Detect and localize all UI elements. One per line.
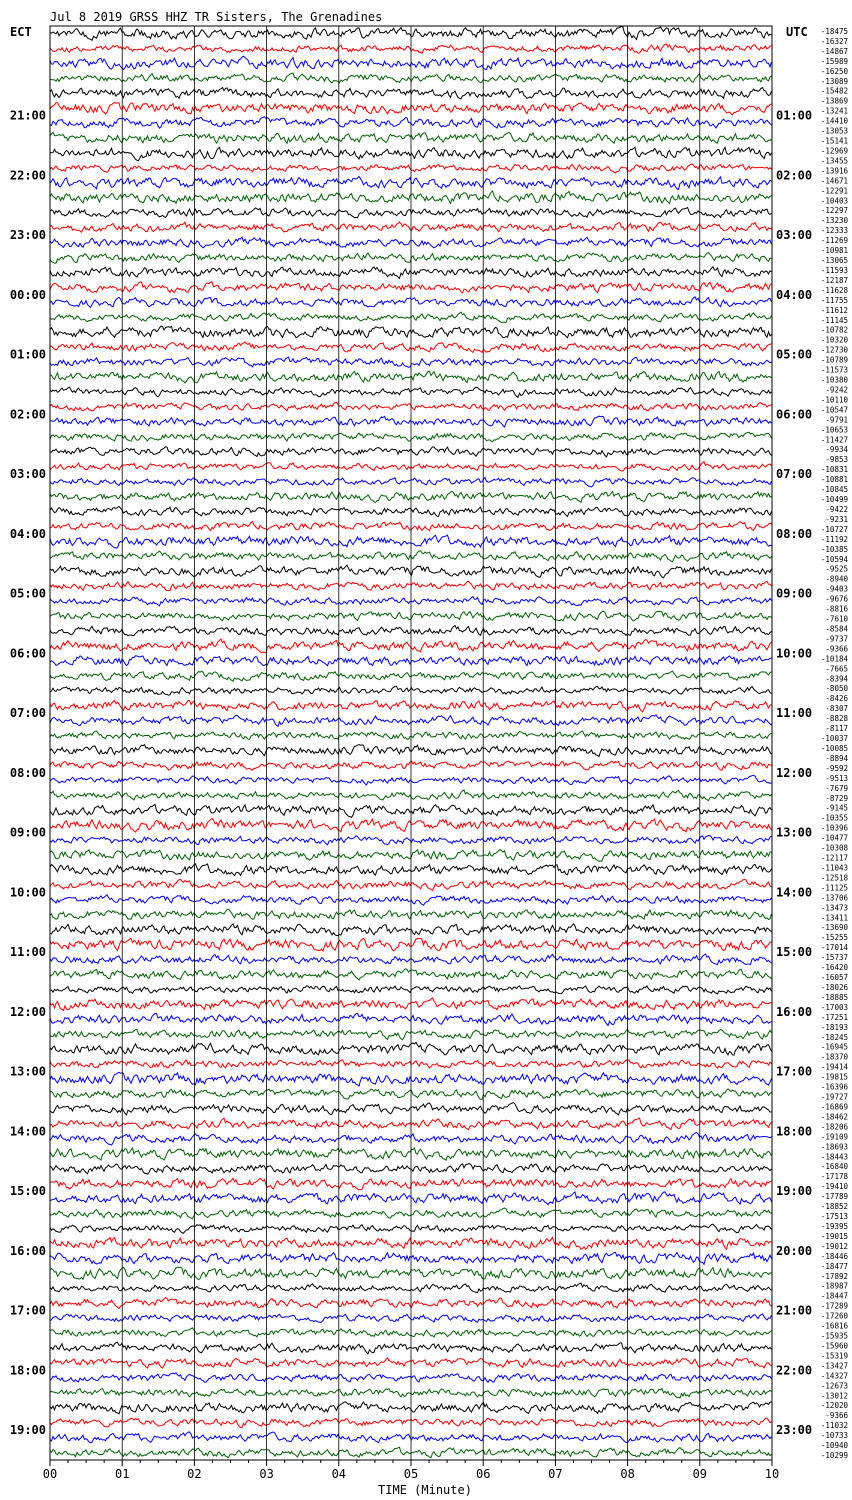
right-value-label: -10308: [820, 843, 848, 853]
right-value-label: -8940: [825, 574, 848, 584]
right-value-label: -9231: [825, 514, 848, 524]
right-value-label: -10396: [820, 823, 848, 833]
right-value-label: -15141: [820, 136, 848, 146]
right-value-label: -11612: [820, 305, 848, 315]
right-value-label: -10981: [820, 246, 848, 256]
right-value-label: -14327: [820, 1371, 848, 1381]
left-hour-label: 03:00: [9, 467, 46, 482]
right-value-label: -12730: [820, 345, 848, 355]
right-hour-label: 19:00: [776, 1184, 813, 1199]
right-value-label: -19815: [820, 1072, 848, 1082]
right-value-label: -9737: [825, 634, 848, 644]
right-value-label: -13230: [820, 216, 848, 226]
left-hour-label: 23:00: [9, 228, 46, 243]
right-value-label: -10831: [820, 465, 848, 475]
right-hour-label: 07:00: [776, 467, 813, 482]
right-value-label: -8894: [825, 753, 848, 763]
chart-title: Jul 8 2019 GRSS HHZ TR Sisters, The Grenadines: [50, 10, 383, 24]
right-value-label: -12333: [820, 226, 848, 236]
right-value-label: -13869: [820, 96, 848, 106]
left-hour-label: 06:00: [9, 646, 46, 661]
right-value-label: -14671: [820, 176, 848, 186]
right-value-label: -9366: [825, 644, 848, 654]
x-tick-label: 02: [187, 1467, 202, 1481]
right-value-label: -11192: [820, 534, 848, 544]
left-hour-label: 09:00: [9, 825, 46, 840]
right-value-label: -13012: [820, 1391, 848, 1401]
x-tick-label: 00: [42, 1467, 58, 1481]
right-hour-label: 16:00: [776, 1004, 813, 1019]
left-hour-label: 22:00: [9, 168, 46, 183]
right-value-label: -9242: [825, 385, 848, 395]
right-value-label: -13411: [820, 913, 848, 923]
right-value-label: -18446: [820, 1251, 848, 1261]
left-hour-label: 05:00: [9, 586, 46, 601]
right-value-label: -11755: [820, 295, 848, 305]
right-value-label: -12518: [820, 873, 848, 883]
right-value-label: -18206: [820, 1122, 848, 1132]
right-value-label: -12969: [820, 146, 848, 156]
right-value-label: -10653: [820, 425, 848, 435]
right-value-label: -16057: [820, 973, 848, 983]
right-value-label: -11043: [820, 863, 848, 873]
right-value-label: -13690: [820, 923, 848, 933]
right-value-label: -11125: [820, 883, 848, 893]
right-value-label: -16869: [820, 1102, 848, 1112]
right-value-label: -19727: [820, 1092, 848, 1102]
right-hour-label: 13:00: [776, 825, 813, 840]
right-value-label: -8426: [825, 694, 848, 704]
right-value-label: -11032: [820, 1421, 848, 1431]
right-value-label: -17251: [820, 1012, 848, 1022]
x-axis-label: TIME (Minute): [378, 1483, 472, 1497]
left-hour-label: 10:00: [9, 885, 46, 900]
right-value-label: -15482: [820, 86, 848, 96]
left-hour-label: 21:00: [9, 108, 46, 123]
right-value-label: -10320: [820, 335, 848, 345]
right-value-label: -10403: [820, 196, 848, 206]
right-value-label: -8584: [825, 624, 848, 634]
right-value-label: -9934: [825, 445, 848, 455]
x-tick-label: 01: [114, 1467, 130, 1481]
right-hour-label: 14:00: [776, 885, 813, 900]
right-value-label: -10547: [820, 405, 848, 415]
right-value-label: -13089: [820, 76, 848, 86]
right-value-label: -17003: [820, 1002, 848, 1012]
right-value-label: -11269: [820, 236, 848, 246]
right-value-label: -9422: [825, 504, 848, 514]
right-value-label: -15319: [820, 1351, 848, 1361]
left-hour-label: 11:00: [9, 945, 46, 960]
right-hour-label: 23:00: [776, 1423, 813, 1438]
right-value-label: -11593: [820, 265, 848, 275]
right-value-label: -15960: [820, 1341, 848, 1351]
right-value-labels: [821, 27, 849, 1460]
right-value-label: -10727: [820, 524, 848, 534]
right-value-label: -16420: [820, 963, 848, 973]
right-value-label: -9592: [825, 763, 848, 773]
right-value-label: -17289: [820, 1301, 848, 1311]
right-value-label: -13916: [820, 166, 848, 176]
left-hour-label: 14:00: [9, 1124, 46, 1139]
right-hour-label: 08:00: [776, 526, 813, 541]
right-value-label: -10085: [820, 743, 848, 753]
right-value-label: -18462: [820, 1112, 848, 1122]
right-value-label: -13455: [820, 156, 848, 166]
right-value-label: -10299: [820, 1451, 848, 1461]
right-value-label: -10940: [820, 1441, 848, 1451]
left-hour-label: 01:00: [9, 347, 46, 362]
right-value-label: -18475: [820, 26, 848, 36]
right-value-label: -17178: [820, 1172, 848, 1182]
right-value-label: -19410: [820, 1182, 848, 1192]
right-value-label: -10789: [820, 355, 848, 365]
left-hour-label: 17:00: [9, 1303, 46, 1318]
x-tick-label: 06: [475, 1467, 491, 1481]
right-value-label: -10110: [820, 395, 848, 405]
right-hour-label: 21:00: [776, 1303, 813, 1318]
right-hour-label: 17:00: [776, 1064, 813, 1079]
right-value-label: -18245: [820, 1032, 848, 1042]
left-hour-label: 08:00: [9, 765, 46, 780]
right-value-label: -18193: [820, 1022, 848, 1032]
right-value-label: -17892: [820, 1271, 848, 1281]
right-value-label: -12673: [820, 1381, 848, 1391]
right-value-label: -11145: [820, 315, 848, 325]
right-value-label: -14867: [820, 46, 848, 56]
x-tick-label: 10: [764, 1467, 780, 1481]
right-value-label: -13065: [820, 256, 848, 266]
x-tick-label: 03: [259, 1467, 274, 1481]
right-value-label: -18852: [820, 1202, 848, 1212]
right-value-label: -12117: [820, 853, 848, 863]
right-value-label: -8828: [825, 714, 848, 724]
right-value-label: -8307: [825, 704, 848, 714]
right-value-label: -16396: [820, 1082, 848, 1092]
right-value-label: -10881: [820, 475, 848, 485]
right-value-label: -14410: [820, 116, 848, 126]
right-value-label: -9525: [825, 564, 848, 574]
right-value-label: -10184: [820, 654, 848, 664]
right-value-label: -8117: [825, 724, 848, 734]
right-value-label: -18370: [820, 1052, 848, 1062]
right-value-label: -12291: [820, 186, 848, 196]
left-hour-label: 02:00: [9, 407, 46, 422]
left-hour-label: 04:00: [9, 526, 46, 541]
right-value-label: -18026: [820, 982, 848, 992]
right-value-label: -10355: [820, 813, 848, 823]
right-value-label: -16250: [820, 66, 848, 76]
right-hour-label: 18:00: [776, 1124, 813, 1139]
right-value-label: -15935: [820, 1331, 848, 1341]
right-value-label: -13473: [820, 903, 848, 913]
right-value-label: -8729: [825, 793, 848, 803]
right-hour-label: 04:00: [776, 287, 813, 302]
right-value-label: -11573: [820, 365, 848, 375]
right-value-label: -18447: [820, 1291, 848, 1301]
right-value-label: -7679: [825, 783, 848, 793]
right-value-label: -9791: [825, 415, 848, 425]
right-value-label: -10845: [820, 485, 848, 495]
right-value-label: -10385: [820, 544, 848, 554]
right-value-label: -17513: [820, 1212, 848, 1222]
x-tick-label: 05: [403, 1467, 419, 1481]
right-value-label: -10037: [820, 734, 848, 744]
right-value-label: -19395: [820, 1221, 848, 1231]
right-value-label: -10477: [820, 833, 848, 843]
right-hour-label: 11:00: [776, 706, 813, 721]
right-hour-label: 06:00: [776, 407, 813, 422]
right-value-label: -18693: [820, 1142, 848, 1152]
right-value-label: -17260: [820, 1311, 848, 1321]
right-hour-label: 20:00: [776, 1243, 813, 1258]
right-value-label: -8394: [825, 674, 848, 684]
right-value-label: -19109: [820, 1132, 848, 1142]
left-hour-label: 13:00: [9, 1064, 46, 1079]
right-value-label: -15989: [820, 56, 848, 66]
right-value-label: -17789: [820, 1192, 848, 1202]
left-hour-label: 18:00: [9, 1363, 46, 1378]
right-value-label: -16945: [820, 1042, 848, 1052]
right-value-label: -19414: [820, 1062, 848, 1072]
right-value-label: -16840: [820, 1162, 848, 1172]
left-hour-label: 07:00: [9, 706, 46, 721]
right-value-label: -12187: [820, 275, 848, 285]
right-hour-label: 05:00: [776, 347, 813, 362]
left-hour-label: 12:00: [9, 1004, 46, 1019]
left-hour-label: 00:00: [9, 287, 46, 302]
right-value-label: -17014: [820, 943, 848, 953]
left-hour-label: 19:00: [9, 1423, 46, 1438]
right-hour-label: 01:00: [776, 108, 813, 123]
right-value-label: -11427: [820, 435, 848, 445]
right-value-label: -13706: [820, 893, 848, 903]
right-value-label: -13241: [820, 106, 848, 116]
x-tick-label: 07: [548, 1467, 563, 1481]
right-hour-label: 12:00: [776, 765, 813, 780]
right-hour-label: 15:00: [776, 945, 813, 960]
right-value-label: -18885: [820, 992, 848, 1002]
right-hour-label: 22:00: [776, 1363, 813, 1378]
right-value-label: -8816: [825, 604, 848, 614]
right-hour-label: 03:00: [776, 228, 813, 243]
right-value-label: -9513: [825, 773, 848, 783]
right-value-label: -9676: [825, 594, 848, 604]
right-value-label: -19012: [820, 1241, 848, 1251]
right-value-label: -15737: [820, 953, 848, 963]
right-value-label: -10594: [820, 554, 848, 564]
x-tick-label: 08: [620, 1467, 635, 1481]
right-value-label: -7610: [825, 614, 848, 624]
left-axis-label: ECT: [10, 25, 32, 39]
right-value-label: -19015: [820, 1231, 848, 1241]
right-value-label: -10380: [820, 375, 848, 385]
left-hour-label: 16:00: [9, 1243, 46, 1258]
right-hour-label: 10:00: [776, 646, 813, 661]
right-value-label: -11628: [820, 285, 848, 295]
right-value-label: -15255: [820, 933, 848, 943]
right-value-label: -9403: [825, 584, 848, 594]
right-value-label: -10733: [820, 1431, 848, 1441]
right-value-label: -16816: [820, 1321, 848, 1331]
right-value-label: -18443: [820, 1152, 848, 1162]
right-value-label: -10499: [820, 495, 848, 505]
right-value-label: -12297: [820, 206, 848, 216]
right-hour-label: 09:00: [776, 586, 813, 601]
left-hour-label: 15:00: [9, 1184, 46, 1199]
right-value-label: -8050: [825, 684, 848, 694]
right-value-label: -16327: [820, 36, 848, 46]
right-value-label: -9853: [825, 455, 848, 465]
right-hour-label: 02:00: [776, 168, 813, 183]
right-value-label: -13427: [820, 1361, 848, 1371]
right-value-label: -10782: [820, 325, 848, 335]
right-value-label: -7665: [825, 664, 848, 674]
right-value-label: -18477: [820, 1261, 848, 1271]
right-value-label: -9366: [825, 1411, 848, 1421]
right-value-label: -12020: [820, 1401, 848, 1411]
right-axis-label: UTC: [786, 25, 808, 39]
right-value-label: -9145: [825, 803, 848, 813]
x-tick-label: 09: [692, 1467, 708, 1481]
x-tick-label: 04: [331, 1467, 347, 1481]
right-value-label: -18987: [820, 1281, 848, 1291]
right-value-label: -13053: [820, 126, 848, 136]
